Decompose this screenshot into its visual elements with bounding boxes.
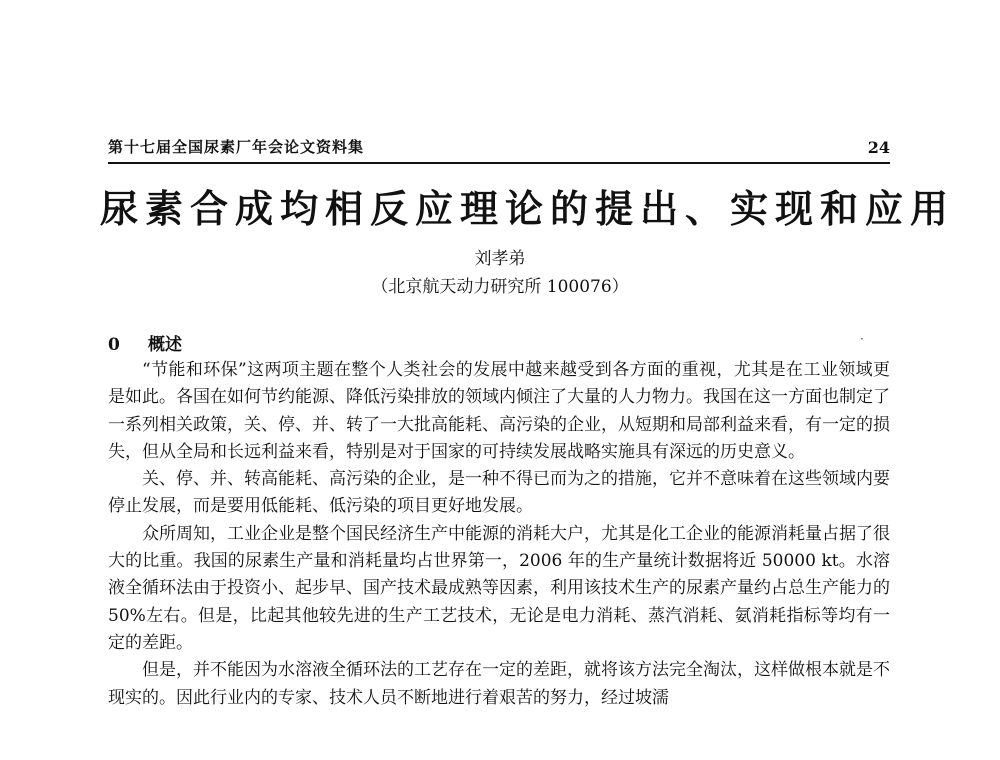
body-text xyxy=(108,357,890,712)
section-number: 0 xyxy=(108,335,120,355)
paragraph: “节能和环保”这两项主题在整个人类社会的发展中越来越受到各方面的重视，尤其是在工业领域更是如此。各国在如何节约能源、降低污染排放的领域内倾注了大量的人力物力。我国在这一方面也制定了一系列相关政策，关、停、并、转了一大批高能耗、高污染的企业，从短期和局部利益来看，有一定的损失，但从全局和长远利益来看，特别是对于国家的可持续发展战略实施具有深远的历史意义。 xyxy=(108,360,890,462)
section-title: 概述 xyxy=(148,335,182,355)
section-heading xyxy=(108,330,182,355)
journal-name: 第十七届全国尿素厂年会论文资料集 xyxy=(108,138,365,156)
page-number: 24 xyxy=(867,138,890,157)
paragraph: 但是，并不能因为水溶液全循环法的工艺存在一定的差距，就将该方法完全淘汰，这样做根本就是不现实的。因此行业内的专家、技术人员不断地进行着艰苦的努力，经过坡濡 xyxy=(108,660,890,708)
running-header xyxy=(108,134,890,164)
paper-title: 尿素合成均相反应理论的提出、实现和应用 xyxy=(100,186,956,231)
paragraph: 关、停、并、转高能耗、高污染的企业，是一种不得已而为之的措施，它并不意味着在这些领域内要停止发展，而是要用低能耗、低污染的项目更好地发展。 xyxy=(108,469,890,517)
margin-mark: · xyxy=(860,332,864,346)
author-affiliation: （北京航天动力研究所 100076） xyxy=(371,277,629,297)
paragraph: 众所周知，工业企业是整个国民经济生产中能源的消耗大户，尤其是化工企业的能源消耗量占据了很大的比重。我国的尿素生产量和消耗量均占世界第一，2006 年的生产量统计数据将近 50000 kt。水溶液全循环法由于投资小、起步早、国产技术最成熟等因素，利用该技术生产的尿素产量约占总生产能力的 50%左右。但是，比起其他较先进的生产工艺技术，无论是电力消耗、蒸汽消耗、氨消耗指标等均有一定的差距。 xyxy=(108,523,890,653)
author-name: 刘孝弟 xyxy=(474,249,526,269)
